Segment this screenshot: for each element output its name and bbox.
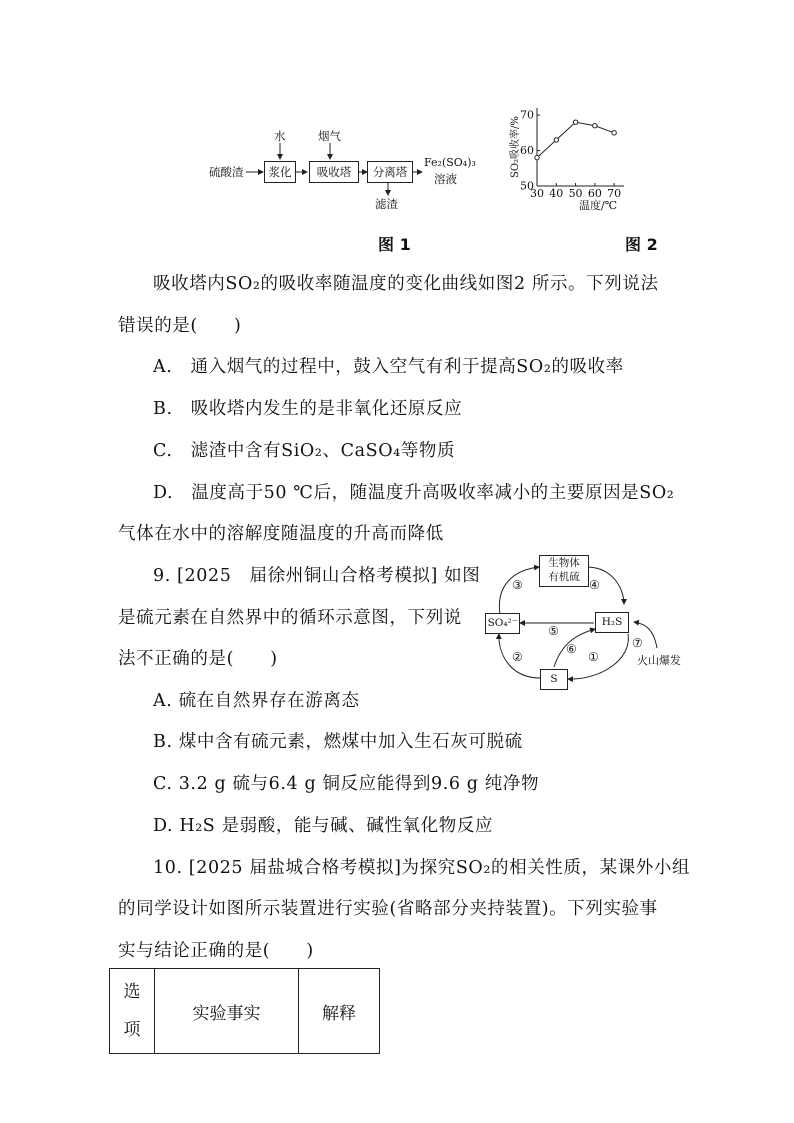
- col-fact-header: 实验事实: [155, 969, 299, 1054]
- q10-options-table: [109, 968, 380, 1054]
- q8-option-b: B. 吸收塔内发生的是非氧化还原反应: [153, 399, 463, 419]
- x-tick-label: 60: [587, 187, 602, 200]
- x-tick-label: 30: [530, 187, 544, 200]
- col-option-header: [110, 969, 155, 1054]
- data-point: [535, 155, 539, 159]
- organic-bottom-label: 有机硫: [548, 571, 580, 583]
- step-1-label: ①: [588, 650, 599, 664]
- output-label-bottom: 溶液: [434, 172, 457, 186]
- y-axis-label: SO₂吸收率/%: [510, 116, 521, 178]
- col-option-top: 选: [123, 982, 141, 1002]
- q8-option-d-line1: D. 温度高于50 ℃后，随温度升高吸收率减小的主要原因是SO₂: [153, 483, 675, 503]
- x-tick-label: 40: [549, 187, 564, 200]
- sulfate-box: SO₄²⁻: [485, 613, 520, 634]
- flue-gas-label: 烟气: [318, 129, 341, 143]
- step-2-label: ②: [512, 650, 523, 664]
- step-5-label: ⑤: [548, 624, 559, 638]
- data-point: [612, 131, 616, 135]
- organic-sulfur-box: [539, 555, 589, 587]
- output-label-top: Fe₂(SO₄)₃: [424, 156, 476, 169]
- step-7-label: ⑦: [632, 636, 643, 650]
- q9-stem-line1: 9. [2025 届徐州铜山合格考模拟] 如图: [153, 566, 481, 586]
- q9-stem-line2: 是硫元素在自然界中的循环示意图，下列说: [118, 608, 462, 628]
- col-explanation-header: 解释: [299, 969, 380, 1054]
- step-4-label: ④: [589, 578, 600, 592]
- sulfur-box: S: [540, 669, 568, 690]
- q8-option-d-line2: 气体在水中的溶解度随温度的升高而降低: [118, 524, 444, 544]
- input-label: 硫酸渣: [209, 165, 244, 179]
- absorption-curve: [537, 122, 614, 157]
- q9-option-c: C. 3.2 g 硫与6.4 g 铜反应能得到9.6 g 纯净物: [153, 774, 540, 794]
- water-label: 水: [274, 129, 286, 143]
- figure1-caption: 图 1: [378, 235, 411, 254]
- x-tick-label: 50: [568, 187, 583, 200]
- q10-stem-line3: 实与结论正确的是( ): [118, 941, 314, 961]
- h2s-box: H₂S: [595, 612, 629, 633]
- y-tick-label: 60: [520, 144, 534, 158]
- q10-stem-line2: 的同学设计如图所示装置进行实验(省略部分夹持装置)。下列实验事: [118, 899, 658, 919]
- figure2-chart: [500, 100, 640, 220]
- x-tick-label: 70: [607, 187, 622, 200]
- volcano-label: 火山爆发: [637, 654, 681, 667]
- q9-stem-line3: 法不正确的是( ): [118, 649, 278, 669]
- y-tick-label: 70: [520, 108, 534, 122]
- chart-svg: [500, 100, 640, 220]
- q8-stem-line1: 吸收塔内SO₂的吸收率随温度的变化曲线如图2 所示。下列说法: [153, 274, 659, 294]
- table-header-row: [110, 969, 380, 1054]
- q8-stem-line2: 错误的是( ): [118, 316, 242, 336]
- y-tick-label: 50: [520, 179, 534, 193]
- organic-top-label: 生物体: [548, 557, 580, 569]
- q10-stem-line1: 10. [2025 届盐城合格考模拟]为探究SO₂的相关性质，某课外小组: [153, 858, 691, 878]
- step-6-label: ⑥: [566, 642, 577, 656]
- step-3-label: ③: [512, 578, 523, 592]
- q9-option-d: D. H₂S 是弱酸，能与碱、碱性氧化物反应: [153, 816, 494, 836]
- absorber-box: 吸收塔: [309, 161, 359, 183]
- data-point: [554, 138, 558, 142]
- figure1-flowchart: [200, 125, 490, 220]
- separator-box: 分离塔: [367, 161, 413, 183]
- x-axis-label: 温度/℃: [578, 199, 618, 212]
- sulfur-cycle-diagram: [482, 552, 682, 694]
- data-point: [593, 124, 597, 128]
- q8-option-a: A. 通入烟气的过程中，鼓入空气有利于提高SO₂的吸收率: [153, 357, 624, 377]
- figure2-caption: 图 2: [625, 235, 658, 254]
- q9-option-a: A. 硫在自然界存在游离态: [153, 691, 360, 711]
- data-point: [573, 120, 577, 124]
- q9-option-b: B. 煤中含有硫元素，燃煤中加入生石灰可脱硫: [153, 732, 523, 752]
- slurry-box: 浆化: [264, 161, 296, 183]
- residue-label: 滤渣: [375, 197, 398, 211]
- col-option-bottom: 项: [123, 1020, 141, 1040]
- q8-option-c: C. 滤渣中含有SiO₂、CaSO₄等物质: [153, 441, 456, 461]
